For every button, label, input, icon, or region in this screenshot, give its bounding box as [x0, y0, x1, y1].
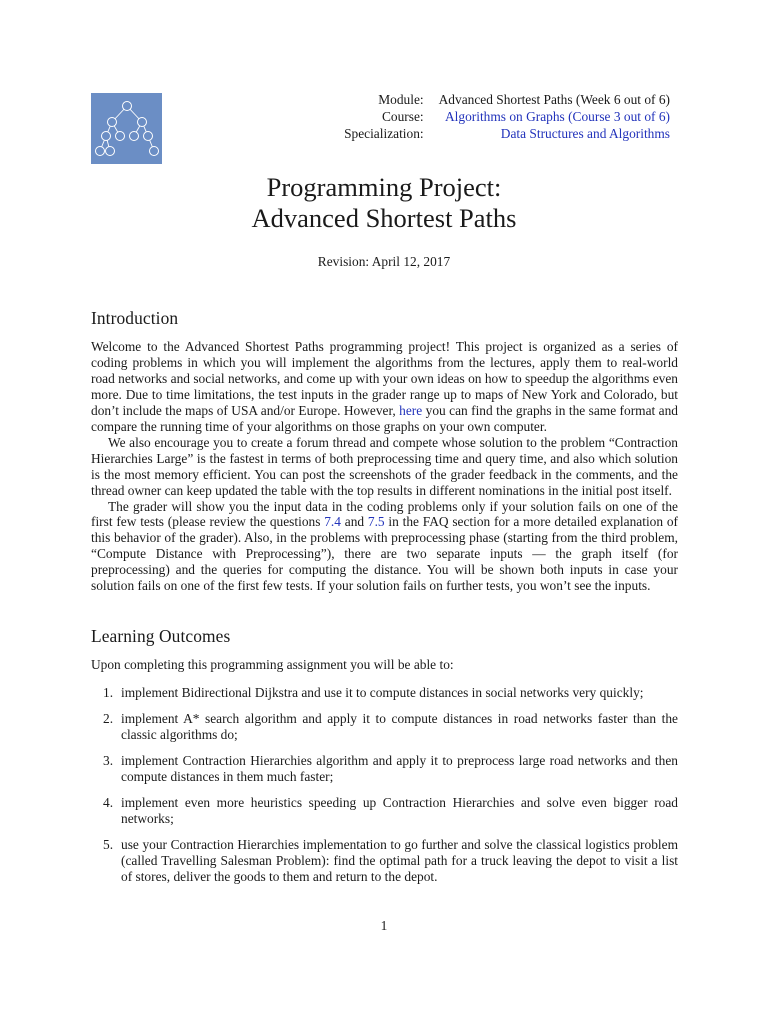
tree-graph-icon — [91, 93, 162, 164]
list-item: 3. implement Contraction Hierarchies algorithm and apply it to preprocess large road networks and then compute distances in them much faster; — [103, 752, 678, 784]
module-label: Module: — [378, 92, 424, 107]
course-link[interactable]: Algorithms on Graphs (Course 3 out of 6) — [444, 109, 670, 124]
faq-7-5-link[interactable]: 7.5 — [367, 514, 385, 530]
module-value: Advanced Shortest Paths (Week 6 out of 6) — [438, 92, 670, 107]
intro-paragraph-1: Welcome to the Advanced Shortest Paths programming project! This project is organized as a series of coding problems in which you will implement the algorithms from the lectures, apply them to real-world road networks and social networks, and come up with your own ideas on how to speedup the algorithms even more. Due to time limitations, the test inputs in the grader range up to maps of New York and Colorado, but don’t include the maps of USA and/or Europe. However, here you can find the graphs in the same format and compare the running time of your algorithms on those graphs on your own computer. — [91, 339, 678, 434]
list-item: 1. implement Bidirectional Dijkstra and use it to compute distances in social networks very quickly; — [103, 685, 644, 700]
title-line-1: Programming Project: — [266, 172, 502, 202]
learning-outcomes-lead: Upon completing this programming assignment you will be able to: — [91, 657, 454, 672]
page-title — [0, 172, 768, 234]
intro-paragraph-3: The grader will show you the input data in the coding problems only if your solution fails on one of the first few tests (please review the questions 7.4 and 7.5 in the FAQ section for a more detailed explanation of this behavior of the grader). Also, in the problems with preprocessing phase (starting from the third problem, “Compute Distance with Preprocessing”), there are two separate inputs — the graph itself (for preprocessing) and the queries for computing the distance. You will be shown both inputs in case your solution fails on one of the first few tests. If your solution fails on further tests, you won’t see the inputs. — [91, 498, 678, 594]
learning-outcomes-heading: Learning Outcomes — [91, 626, 231, 646]
revision-date: Revision: April 12, 2017 — [317, 254, 451, 269]
intro-paragraph-2: We also encourage you to create a forum thread and compete whose solution to the problem “Contraction Hierarchies Large” is the fastest in terms of both preprocessing time and query time, and also which solution is the most memory efficient. You can post the screenshots of the grader feedback in the comments, and the thread owner can keep updated the table with the top results in different nominations in the initial post itself. — [91, 434, 678, 498]
course-meta — [344, 91, 670, 142]
list-item: 5. use your Contraction Hierarchies implementation to go further and solve the classical logistics problem (called Travelling Salesman Problem): find the optimal path for a truck leaving the depot to visit a list of stores, deliver the goods to them and return to the depot. — [103, 836, 678, 884]
faq-7-4-link[interactable]: 7.4 — [324, 514, 341, 530]
specialization-link[interactable]: Data Structures and Algorithms — [500, 126, 670, 141]
introduction-body — [91, 339, 678, 594]
course-label: Course: — [381, 109, 424, 124]
page-number: 1 — [380, 918, 388, 933]
title-line-2: Advanced Shortest Paths — [251, 203, 517, 233]
list-item: 2. implement A* search algorithm and apply it to compute distances in road networks faster than the classic algorithms do; — [103, 710, 678, 742]
introduction-heading: Introduction — [91, 308, 179, 328]
graphs-here-link[interactable]: here — [399, 402, 423, 418]
course-logo — [91, 93, 162, 164]
learning-outcomes-list — [91, 685, 678, 895]
specialization-label: Specialization: — [344, 126, 424, 141]
list-item: 4. implement even more heuristics speeding up Contraction Hierarchies and solve even bigger road networks; — [103, 794, 678, 826]
